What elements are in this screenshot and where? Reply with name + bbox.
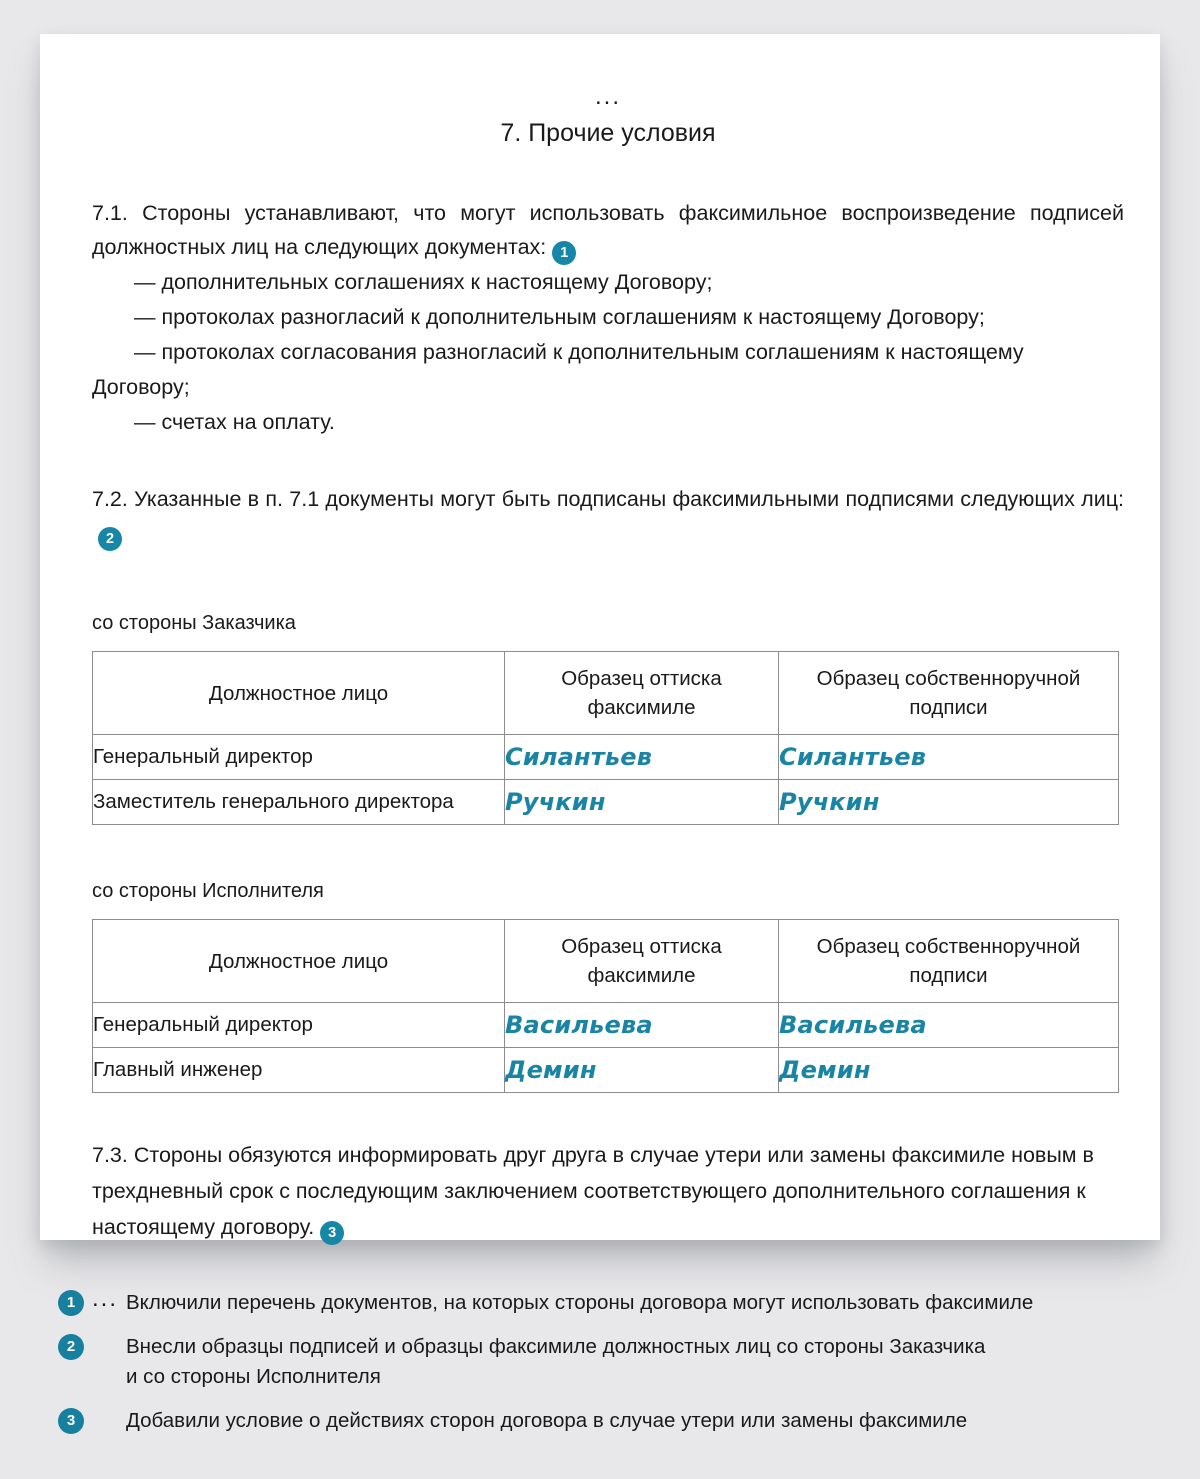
table-row xyxy=(93,1003,1119,1048)
legend-badge-3[interactable]: 3 xyxy=(58,1408,84,1434)
cell-role: Главный инженер xyxy=(93,1048,505,1093)
annotation-legend xyxy=(58,1285,1168,1436)
cell-stamp-sample xyxy=(505,780,779,825)
clause-7-1 xyxy=(92,196,1124,265)
legend-badge-2[interactable]: 2 xyxy=(58,1334,84,1360)
list-item: — протоколах разногласий к дополнительным соглашениям к настоящему Договору; xyxy=(134,305,985,329)
column-header-role: Должностное лицо xyxy=(93,920,505,1003)
signature-sample: Васильева xyxy=(779,1011,927,1039)
page-title: 7. Прочие условия xyxy=(500,119,716,147)
table-caption-contractor: со стороны Исполнителя xyxy=(92,880,324,902)
cell-stamp-sample xyxy=(505,735,779,780)
legend-line-1: Включили перечень документов, на которых стороны договора могут использовать факсимиле xyxy=(126,1291,1034,1314)
cell-handwritten-signature xyxy=(779,735,1119,780)
legend-item-2 xyxy=(58,1332,1168,1392)
facsimile-sample: Ручкин xyxy=(505,788,606,816)
facsimile-sample: Силантьев xyxy=(505,743,653,771)
table-header-row xyxy=(93,920,1119,1003)
legend-badge-1[interactable]: 1 xyxy=(58,1290,84,1316)
legend-line-1: Внесли образцы подписей и образцы факсимиле должностных лиц со стороны Заказчика xyxy=(126,1335,986,1358)
clause-7-2-text: 7.2. Указанные в п. 7.1 документы могут быть подписаны факсимильными подписями следующих лиц: xyxy=(92,487,1124,511)
clause-7-1-text: 7.1. Стороны устанавливают, что могут использовать факсимильное воспроизведение подписей должностных лиц на следующих документах: xyxy=(92,201,1124,259)
legend-text-1 xyxy=(126,1288,1033,1318)
cell-stamp-sample xyxy=(505,1048,779,1093)
legend-text-2 xyxy=(126,1332,985,1392)
column-header-stamp: Образец оттиска факсимиле xyxy=(505,920,779,1003)
cell-stamp-sample xyxy=(505,1003,779,1048)
facsimile-sample: Васильева xyxy=(505,1011,653,1039)
column-header-signature: Образец собственноручной подписи xyxy=(779,920,1119,1003)
column-header-stamp: Образец оттиска факсимиле xyxy=(505,652,779,735)
annotation-badge-2[interactable]: 2 xyxy=(98,527,122,551)
clause-7-3 xyxy=(92,1137,1124,1245)
list-item: — дополнительных соглашениях к настоящему Договору; xyxy=(134,270,713,294)
table-row xyxy=(93,735,1119,780)
signature-sample: Силантьев xyxy=(779,743,927,771)
annotation-badge-3[interactable]: 3 xyxy=(320,1221,344,1245)
legend-text-3 xyxy=(126,1406,967,1436)
signature-table-contractor xyxy=(92,919,1119,1093)
legend-line-1: Добавили условие о действиях сторон договора в случае утери или замены факсимиле xyxy=(126,1409,968,1432)
list-item: — протоколах согласования разногласий к дополнительным соглашениям к настоящему Договору; xyxy=(92,340,1024,399)
table-header-row xyxy=(93,652,1119,735)
legend-item-1 xyxy=(58,1285,1168,1318)
signature-sample: Демин xyxy=(779,1056,871,1084)
bottom-ellipsis: ... xyxy=(92,1285,119,1312)
table-row xyxy=(93,780,1119,825)
signature-table-customer xyxy=(92,651,1119,825)
clause-7-2 xyxy=(92,482,1124,551)
annotation-badge-1[interactable]: 1 xyxy=(552,241,576,265)
list-item: — счетах на оплату. xyxy=(134,410,335,434)
cell-handwritten-signature xyxy=(779,1003,1119,1048)
cell-handwritten-signature xyxy=(779,1048,1119,1093)
table-caption-customer: со стороны Заказчика xyxy=(92,612,296,634)
cell-role: Заместитель генерального директора xyxy=(93,780,505,825)
cell-handwritten-signature xyxy=(779,780,1119,825)
facsimile-sample: Демин xyxy=(505,1056,597,1084)
cell-role: Генеральный директор xyxy=(93,735,505,780)
legend-line-2: и со стороны Исполнителя xyxy=(126,1365,381,1388)
cell-role: Генеральный директор xyxy=(93,1003,505,1048)
top-ellipsis: ... xyxy=(594,83,621,110)
column-header-signature: Образец собственноручной подписи xyxy=(779,652,1119,735)
table-row xyxy=(93,1048,1119,1093)
document-type-list xyxy=(92,265,1124,440)
column-header-role: Должностное лицо xyxy=(93,652,505,735)
legend-item-3 xyxy=(58,1406,1168,1436)
signature-sample: Ручкин xyxy=(779,788,880,816)
clause-7-3-text: 7.3. Стороны обязуются информировать друг друга в случае утери или замены факсимиле новым в трехдневный срок с последующим заключением соответствующего дополнительного соглашения к настоящему договору. xyxy=(92,1143,1094,1239)
